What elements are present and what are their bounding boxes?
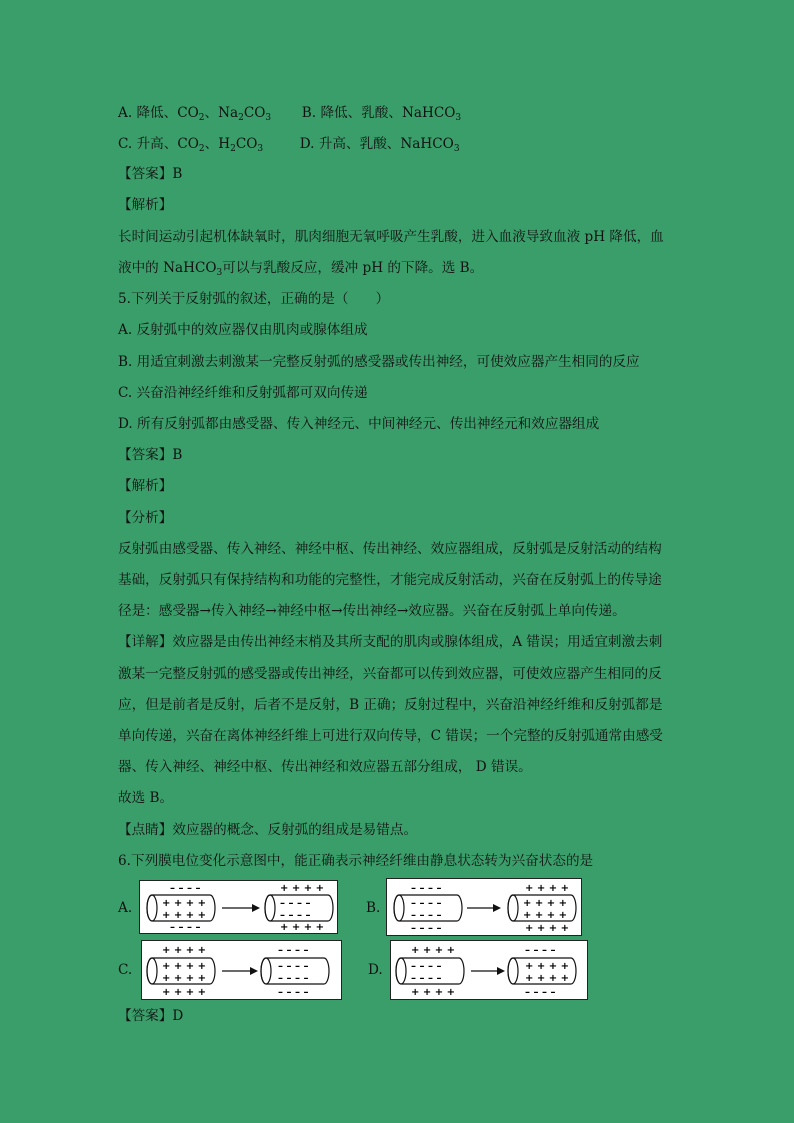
q4-option-a-label: A. [118,105,133,121]
q6-option-c-label: C. [118,962,133,978]
q4-options-row-2 [118,134,460,159]
q5-option-b: B. 用适宜刺激去刺激某一完整反射弧的感受器或传出神经，可使效应器产生相同的反应 [118,354,640,370]
inside-charge-label: + + + + [525,973,569,984]
q4-option-d-label: D. [299,136,315,152]
inside-charge-label: – – – – [278,961,309,972]
q5-analysis-title: 【解析】 [118,478,173,494]
q6-option-b-label: B. [366,900,381,916]
inside-charge-label: – – – – [411,961,442,972]
q5-stem: 5.下列关于反射弧的叙述，正确的是（ ） [118,291,390,307]
q4-option-d-text: 升高、乳酸、NaHCO$_3$ [318,136,460,154]
inside-charge-label: – – – – [411,973,442,984]
outside-charge-label: – – – – [411,923,442,934]
outside-charge-label: – – – – [525,987,556,998]
q5-fenxi-line: 基础，反射弧只有保持结构和功能的完整性，才能完成反射活动，兴奋在反射弧上的传导途 [118,572,662,588]
q4-option-a-text: 降低、$CO_2$、$Na_2CO_3$ [136,105,272,123]
q4-option-b-label: B. [301,105,317,121]
arrow-icon [252,904,260,912]
q5-fenxi-title: 【分析】 [118,510,173,526]
outside-charge-label: – – – – [525,945,556,956]
arrow-icon [250,967,258,975]
inside-charge-label: + + + + [162,910,206,921]
inside-charge-label: – – – – [411,898,442,909]
outside-charge-label: – – – – [170,883,201,894]
outside-charge-label: + + + + [411,987,455,998]
inside-charge-label: – – – – [280,910,311,921]
q5-option-a: A. 反射弧中的效应器仅由肌肉或腺体组成 [118,322,368,338]
inside-charge-label: + + + + [523,898,567,909]
q5-detail-line: 器、传入神经、神经中枢、传出神经和效应器五部分组成， D 错误。 [118,759,532,775]
inside-charge-label: + + + + [162,898,206,909]
outside-charge-label: + + + + [280,883,324,894]
q5-fenxi-line: 反射弧由感受器、传入神经、神经中枢、传出神经、效应器组成，反射弧是反射活动的结构 [118,541,662,557]
q5-option-d: D. 所有反射弧都由感受器、传入神经元、中间神经元、传出神经元和效应器组成 [118,416,600,432]
q4-option-c-label: C. [118,136,133,152]
q5-fenxi-line: 径是：感受器→传入神经→神经中枢→传出神经→效应器。兴奋在反射弧上单向传递。 [118,603,626,619]
outside-charge-label: – – – – [278,987,309,998]
arrow-icon [497,967,505,975]
q4-analysis-line: 液中的 NaHCO$_3$可以与乳酸反应，缓冲 pH 的下降。选 B。 [118,260,484,278]
outside-charge-label: + + + + [525,883,569,894]
outside-charge-label: – – – – [411,883,442,894]
q4-option-b-text: 降低、乳酸、NaHCO$_3$ [320,105,462,123]
q5-detail-line: 应，但是前者是反射，后者不是反射，B 正确；反射过程中，兴奋沿神经纤维和反射弧都是 [118,697,663,713]
inside-charge-label: + + + + [162,961,206,972]
inside-charge-label: + + + + [162,973,206,984]
q4-options-row-1 [118,103,461,128]
q6-option-d-label: D. [368,962,383,978]
arrow-icon [493,904,501,912]
inside-charge-label: + + + + [523,910,567,921]
q6-stem: 6.下列膜电位变化示意图中，能正确表示神经纤维由静息状态转为兴奋状态的是 [118,853,594,869]
outside-charge-label: + + + + [162,945,206,956]
q5-detail-line: 【详解】效应器是由传出神经末梢及其所支配的肌肉或腺体组成，A 错误；用适宜刺激去刺 [118,634,663,650]
q6-option-a-label: A. [118,900,133,916]
q4-analysis-title: 【解析】 [118,197,173,213]
q5-option-c: C. 兴奋沿神经纤维和反射弧都可双向传递 [118,385,368,401]
q4-analysis-line: 长时间运动引起机体缺氧时，肌肉细胞无氧呼吸产生乳酸，进入血液导致血液 pH 降低，血 [118,229,664,245]
q5-detail-line: 单向传递，兴奋在离体神经纤维上可进行双向传导，C 错误；一个完整的反射弧通常由感受 [118,728,663,744]
q6-answer: 【答案】D [118,1008,184,1024]
q6-diagram-a [139,880,338,934]
q4-answer: 【答案】B [118,166,183,182]
inside-charge-label: – – – – [280,898,311,909]
outside-charge-label: + + + + [162,987,206,998]
outside-charge-label: – – – – [278,945,309,956]
q5-answer: 【答案】B [118,447,183,463]
q6-diagram-b [386,878,582,936]
q5-detail-line: 激某一完整反射弧的感受器或传出神经，兴奋都可以传到效应器，可使效应器产生相同的反 [118,666,662,682]
inside-charge-label: + + + + [525,961,569,972]
q6-diagram-d [390,940,588,1000]
q5-note: 【点睛】效应器的概念、反射弧的组成是易错点。 [118,822,418,838]
q6-diagram-c [141,940,342,1000]
outside-charge-label: + + + + [280,922,324,933]
outside-charge-label: + + + + [411,945,455,956]
q4-option-c-text: 升高、$CO_2$、$H_2CO_3$ [136,136,264,154]
q5-conclusion: 故选 B。 [118,790,174,806]
outside-charge-label: + + + + [525,923,569,934]
inside-charge-label: – – – – [411,910,442,921]
inside-charge-label: – – – – [278,973,309,984]
outside-charge-label: – – – – [170,922,201,933]
